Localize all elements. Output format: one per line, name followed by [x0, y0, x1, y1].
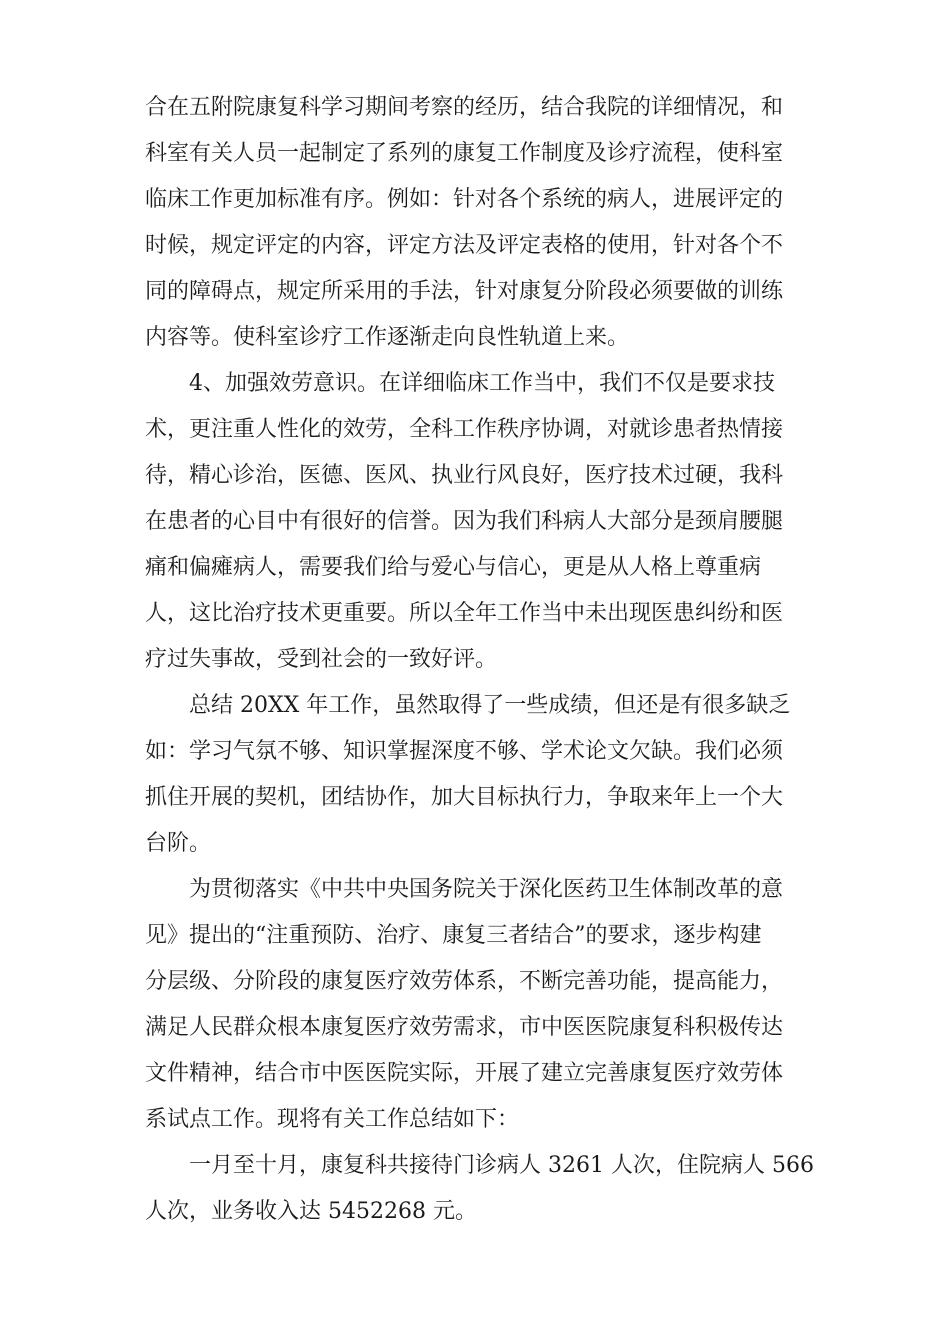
text-line: 分层级、分阶段的康复医疗效劳体系，不断完善功能，提高能力， — [145, 969, 784, 994]
text-line: 疗过失事故，受到社会的一致好评。 — [145, 647, 498, 672]
text-line: 人次，业务收入达 5452268 元。 — [145, 1199, 477, 1224]
text-line: 人，这比治疗技术更重要。所以全年工作当中未出现医患纠纷和医 — [145, 601, 784, 626]
paragraph-first-line: 一月至十月，康复科共接待门诊病人 3261 人次，住院病人 566 — [189, 1153, 814, 1178]
text-line: 在患者的心目中有很好的信誉。因为我们科病人大部分是颈肩腰腿 — [145, 509, 784, 534]
paragraph-first-line: 为贯彻落实《中共中央国务院关于深化医药卫生体制改革的意 — [189, 877, 784, 902]
text-line: 见》提出的“注重预防、治疗、康复三者结合”的要求，逐步构建 — [145, 923, 762, 948]
text-line: 如：学习气氛不够、知识掌握深度不够、学术论文欠缺。我们必须 — [145, 739, 784, 764]
text-line: 时候，规定评定的内容，评定方法及评定表格的使用，针对各个不 — [145, 233, 784, 258]
text-line: 术，更注重人性化的效劳，全科工作秩序协调，对就诊患者热情接 — [145, 417, 784, 442]
text-line: 合在五附院康复科学习期间考察的经历，结合我院的详细情况，和 — [145, 95, 784, 120]
text-line: 待，精心诊治，医德、医风、执业行风良好，医疗技术过硬，我科 — [145, 463, 784, 488]
text-line: 内容等。使科室诊疗工作逐渐走向良性轨道上来。 — [145, 325, 630, 350]
text-line: 满足人民群众根本康复医疗效劳需求，市中医医院康复科积极传达 — [145, 1015, 784, 1040]
paragraph-first-line: 总结 20XX 年工作，虽然取得了一些成绩，但还是有很多缺乏 — [189, 693, 791, 718]
text-line: 抓住开展的契机，团结协作，加大目标执行力，争取来年上一个大 — [145, 785, 784, 810]
text-line: 台阶。 — [145, 831, 212, 856]
text-line: 痛和偏瘫病人，需要我们给与爱心与信心，更是从人格上尊重病 — [145, 555, 762, 580]
text-line: 科室有关人员一起制定了系列的康复工作制度及诊疗流程，使科室 — [145, 141, 784, 166]
text-line: 同的障碍点，规定所采用的手法，针对康复分阶段必须要做的训练 — [145, 279, 784, 304]
text-line: 系试点工作。现将有关工作总结如下： — [145, 1107, 520, 1132]
text-line: 临床工作更加标准有序。例如：针对各个系统的病人，进展评定的 — [145, 187, 784, 212]
text-line: 文件精神，结合市中医医院实际，开展了建立完善康复医疗效劳体 — [145, 1061, 784, 1086]
paragraph-first-line: 4、加强效劳意识。在详细临床工作当中，我们不仅是要求技 — [189, 371, 775, 396]
